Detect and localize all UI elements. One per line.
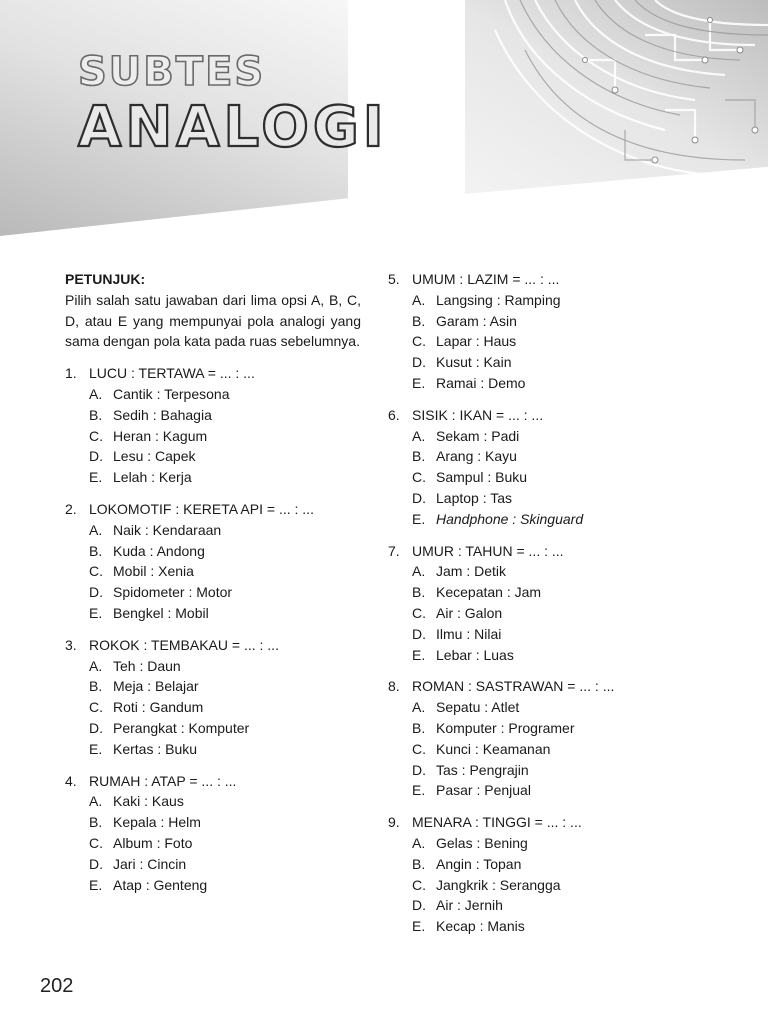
option-text: Meja : Belajar bbox=[113, 678, 199, 695]
option-letter: E. bbox=[89, 740, 103, 757]
option-text: Angin : Topan bbox=[436, 855, 522, 872]
answer-option bbox=[388, 446, 678, 467]
option-letter: A. bbox=[89, 793, 103, 810]
answer-option bbox=[388, 718, 678, 739]
option-text: Lapar : Haus bbox=[436, 333, 517, 350]
answer-option bbox=[65, 812, 361, 833]
question-list-left bbox=[65, 363, 361, 895]
option-text: Pasar : Penjual bbox=[436, 782, 531, 799]
option-letter: D. bbox=[89, 584, 103, 601]
option-letter: C. bbox=[412, 876, 426, 893]
answer-option bbox=[65, 467, 361, 488]
answer-option bbox=[65, 676, 361, 697]
circuit-pattern-icon bbox=[465, 0, 768, 194]
option-text: Perangkat : Komputer bbox=[113, 719, 250, 736]
option-text: Komputer : Programer bbox=[436, 719, 575, 736]
option-letter: E. bbox=[412, 646, 426, 663]
option-letter: C. bbox=[89, 834, 103, 851]
page-number: 202 bbox=[40, 975, 74, 997]
question-prompt: ROMAN : SASTRAWAN = ... : ... bbox=[412, 678, 615, 695]
answer-option bbox=[65, 446, 361, 467]
option-letter: D. bbox=[89, 719, 103, 736]
question-item bbox=[65, 635, 361, 760]
option-text: Mobil : Xenia bbox=[113, 563, 194, 580]
option-letter: C. bbox=[412, 469, 426, 486]
answer-option bbox=[65, 405, 361, 426]
title-subtes: SUBTES bbox=[78, 49, 266, 95]
answer-option bbox=[388, 426, 678, 447]
answer-option bbox=[388, 697, 678, 718]
option-letter: B. bbox=[412, 855, 426, 872]
title-analogi: ANALOGI bbox=[78, 95, 388, 160]
option-letter: D. bbox=[412, 354, 426, 371]
option-text: Kuda : Andong bbox=[113, 542, 205, 559]
option-letter: E. bbox=[89, 469, 103, 486]
option-letter: E. bbox=[412, 374, 426, 391]
option-letter: D. bbox=[89, 448, 103, 465]
question-prompt: LOKOMOTIF : KERETA API = ... : ... bbox=[89, 500, 314, 517]
answer-option bbox=[388, 582, 678, 603]
answer-option bbox=[388, 739, 678, 760]
question-prompt: LUCU : TERTAWA = ... : ... bbox=[89, 365, 255, 382]
question-prompt-row bbox=[388, 676, 678, 697]
option-text: Teh : Daun bbox=[113, 657, 181, 674]
left-column bbox=[65, 269, 361, 906]
circuit-decoration-image bbox=[465, 0, 768, 194]
answer-option bbox=[388, 373, 678, 394]
option-letter: D. bbox=[89, 855, 103, 872]
answer-option bbox=[388, 760, 678, 781]
question-prompt-row bbox=[388, 405, 678, 426]
option-letter: C. bbox=[412, 604, 426, 621]
option-letter: D. bbox=[412, 761, 426, 778]
answer-option bbox=[388, 833, 678, 854]
question-item bbox=[388, 269, 678, 394]
answer-option bbox=[388, 311, 678, 332]
option-text: Bengkel : Mobil bbox=[113, 604, 209, 621]
option-letter: B. bbox=[89, 814, 103, 831]
question-number: 6. bbox=[388, 406, 400, 423]
option-letter: B. bbox=[89, 406, 103, 423]
question-item bbox=[65, 499, 361, 624]
answer-option bbox=[388, 916, 678, 937]
answer-option bbox=[388, 467, 678, 488]
option-letter: A. bbox=[412, 699, 426, 716]
answer-option bbox=[388, 645, 678, 666]
question-item bbox=[388, 676, 678, 801]
option-text: Handphone : Skinguard bbox=[436, 510, 584, 527]
option-text: Garam : Asin bbox=[436, 312, 517, 329]
answer-option bbox=[388, 331, 678, 352]
option-letter: C. bbox=[412, 333, 426, 350]
question-prompt: MENARA : TINGGI = ... : ... bbox=[412, 814, 582, 831]
answer-option bbox=[388, 854, 678, 875]
option-letter: B. bbox=[412, 719, 426, 736]
answer-option bbox=[388, 509, 678, 530]
option-letter: A. bbox=[412, 563, 426, 580]
answer-option bbox=[388, 488, 678, 509]
option-text: Lesu : Capek bbox=[113, 448, 196, 465]
answer-option bbox=[65, 582, 361, 603]
question-number: 7. bbox=[388, 542, 400, 559]
question-item bbox=[65, 363, 361, 488]
option-letter: C. bbox=[89, 563, 103, 580]
option-letter: E. bbox=[89, 604, 103, 621]
option-letter: E. bbox=[412, 510, 426, 527]
option-text: Kecap : Manis bbox=[436, 918, 525, 935]
option-text: Air : Jernih bbox=[436, 897, 503, 914]
answer-option bbox=[388, 561, 678, 582]
answer-option bbox=[388, 352, 678, 373]
answer-option bbox=[65, 833, 361, 854]
option-letter: B. bbox=[89, 678, 103, 695]
option-text: Kecepatan : Jam bbox=[436, 584, 542, 601]
option-text: Arang : Kayu bbox=[436, 448, 517, 465]
question-prompt-row bbox=[65, 771, 361, 792]
question-number: 2. bbox=[65, 500, 77, 517]
question-prompt-row bbox=[65, 499, 361, 520]
option-text: Langsing : Ramping bbox=[436, 291, 561, 308]
question-number: 9. bbox=[388, 814, 400, 831]
instructions-text: Pilih salah satu jawaban dari lima opsi A, B, C, D, atau E yang mempunyai pola analogi yang sama dengan pola kata pada ruas sebelumnya. bbox=[65, 291, 361, 350]
option-text: Tas : Pengrajin bbox=[436, 761, 529, 778]
option-letter: C. bbox=[89, 427, 103, 444]
option-text: Gelas : Bening bbox=[436, 834, 528, 851]
question-number: 4. bbox=[65, 772, 77, 789]
option-text: Jam : Detik bbox=[436, 563, 507, 580]
question-prompt: UMUR : TAHUN = ... : ... bbox=[412, 542, 564, 559]
option-letter: A. bbox=[412, 291, 426, 308]
option-text: Kunci : Keamanan bbox=[436, 740, 551, 757]
answer-option bbox=[65, 656, 361, 677]
answer-option bbox=[65, 697, 361, 718]
question-prompt: SISIK : IKAN = ... : ... bbox=[412, 406, 544, 423]
question-number: 8. bbox=[388, 678, 400, 695]
answer-option bbox=[388, 603, 678, 624]
question-prompt-row bbox=[388, 541, 678, 562]
question-item bbox=[388, 812, 678, 937]
option-text: Sedih : Bahagia bbox=[113, 406, 212, 423]
option-letter: D. bbox=[412, 489, 426, 506]
option-text: Atap : Genteng bbox=[113, 876, 208, 893]
option-text: Roti : Gandum bbox=[113, 699, 204, 716]
option-text: Kaki : Kaus bbox=[113, 793, 184, 810]
question-item bbox=[65, 771, 361, 896]
option-letter: E. bbox=[412, 918, 426, 935]
question-prompt-row bbox=[65, 363, 361, 384]
option-text: Heran : Kagum bbox=[113, 427, 208, 444]
answer-option bbox=[65, 603, 361, 624]
answer-option bbox=[65, 739, 361, 760]
option-text: Jari : Cincin bbox=[113, 855, 187, 872]
answer-option bbox=[65, 718, 361, 739]
option-letter: C. bbox=[412, 740, 426, 757]
option-text: Kusut : Kain bbox=[436, 354, 512, 371]
option-letter: D. bbox=[412, 625, 426, 642]
option-letter: B. bbox=[412, 312, 426, 329]
answer-option bbox=[65, 875, 361, 896]
option-text: Sekam : Padi bbox=[436, 427, 520, 444]
option-letter: B. bbox=[412, 448, 426, 465]
question-prompt: RUMAH : ATAP = ... : ... bbox=[89, 772, 237, 789]
option-text: Lebar : Luas bbox=[436, 646, 514, 663]
answer-option bbox=[65, 426, 361, 447]
option-text: Kepala : Helm bbox=[113, 814, 201, 831]
answer-option bbox=[65, 791, 361, 812]
answer-option bbox=[65, 854, 361, 875]
answer-option bbox=[65, 541, 361, 562]
option-letter: C. bbox=[89, 699, 103, 716]
question-prompt-row bbox=[65, 635, 361, 656]
option-text: Album : Foto bbox=[113, 834, 193, 851]
option-text: Ilmu : Nilai bbox=[436, 625, 502, 642]
answer-option bbox=[388, 875, 678, 896]
option-letter: D. bbox=[412, 897, 426, 914]
question-list-right bbox=[388, 269, 678, 937]
answer-option bbox=[388, 290, 678, 311]
option-letter: B. bbox=[412, 584, 426, 601]
answer-option bbox=[65, 561, 361, 582]
instructions-title: PETUNJUK: bbox=[65, 271, 146, 287]
option-letter: E. bbox=[412, 782, 426, 799]
option-letter: A. bbox=[89, 521, 103, 538]
option-letter: E. bbox=[89, 876, 103, 893]
option-text: Sepatu : Atlet bbox=[436, 699, 520, 716]
question-item bbox=[388, 405, 678, 530]
option-text: Kertas : Buku bbox=[113, 740, 198, 757]
answer-option bbox=[65, 384, 361, 405]
question-number: 3. bbox=[65, 636, 77, 653]
option-letter: A. bbox=[412, 427, 426, 444]
right-column bbox=[388, 269, 678, 948]
question-prompt: UMUM : LAZIM = ... : ... bbox=[412, 271, 560, 287]
option-text: Cantik : Terpesona bbox=[113, 385, 230, 402]
option-letter: B. bbox=[89, 542, 103, 559]
option-letter: A. bbox=[412, 834, 426, 851]
option-text: Laptop : Tas bbox=[436, 489, 513, 506]
option-text: Jangkrik : Serangga bbox=[436, 876, 561, 893]
option-text: Ramai : Demo bbox=[436, 374, 526, 391]
option-text: Spidometer : Motor bbox=[113, 584, 233, 601]
option-text: Naik : Kendaraan bbox=[113, 521, 222, 538]
option-text: Lelah : Kerja bbox=[113, 469, 192, 486]
answer-option bbox=[388, 895, 678, 916]
option-letter: A. bbox=[89, 385, 103, 402]
question-prompt-row bbox=[388, 269, 678, 290]
option-letter: A. bbox=[89, 657, 103, 674]
option-text: Sampul : Buku bbox=[436, 469, 528, 486]
question-number: 1. bbox=[65, 365, 77, 382]
question-prompt-row bbox=[388, 812, 678, 833]
question-item bbox=[388, 541, 678, 666]
option-text: Air : Galon bbox=[436, 604, 503, 621]
question-prompt: ROKOK : TEMBAKAU = ... : ... bbox=[89, 636, 279, 653]
question-number: 5. bbox=[388, 271, 400, 287]
answer-option bbox=[65, 520, 361, 541]
answer-option bbox=[388, 624, 678, 645]
answer-option bbox=[388, 780, 678, 801]
